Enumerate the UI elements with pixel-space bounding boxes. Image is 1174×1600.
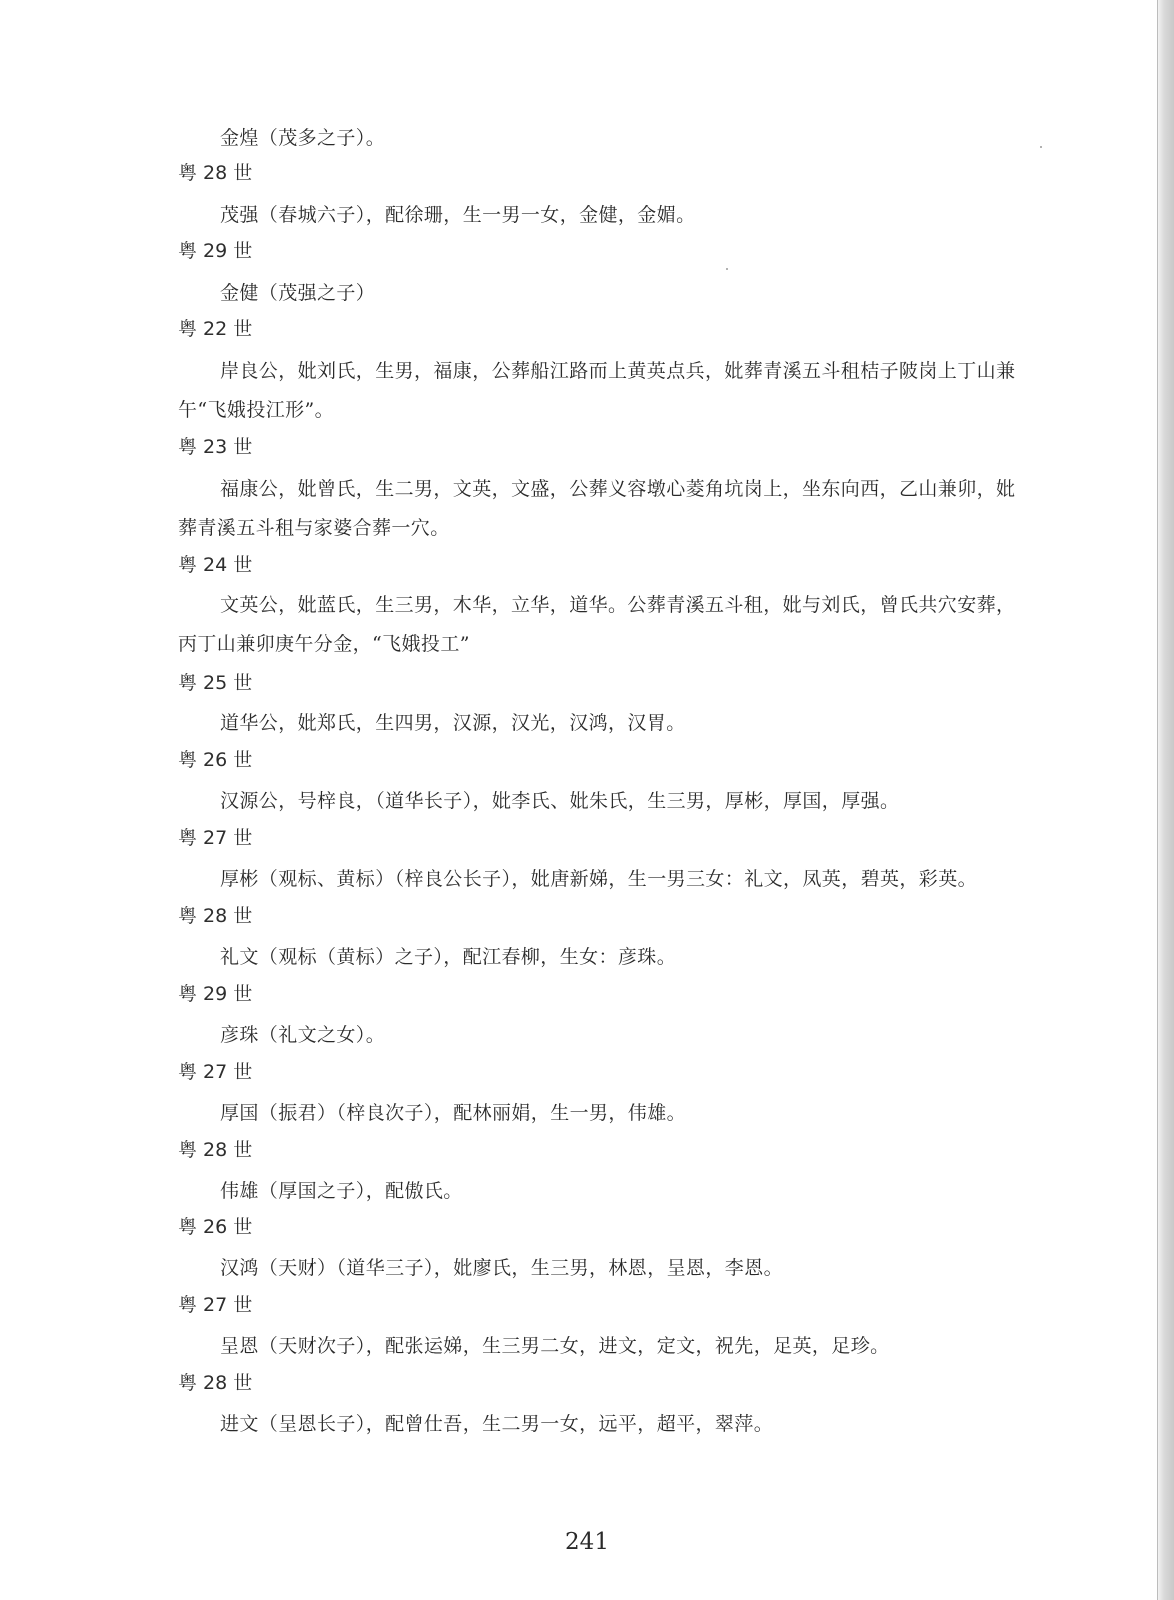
entry-paragraph: 厚彬（观标、黄标）（梓良公长子），妣唐新娣，生一男三女：礼文，凤英，碧英，彩英。 (220, 868, 978, 890)
speck (1040, 146, 1042, 148)
entry-paragraph: 汉鸿（天财）（道华三子），妣廖氏，生三男，林恩，呈恩，李恩。 (220, 1257, 784, 1279)
entry-paragraph: 伟雄（厚国之子），配傲氏。 (220, 1180, 463, 1202)
generation-label: 粤 28 世 (178, 905, 253, 927)
generation-label: 粤 25 世 (178, 672, 253, 694)
entry-paragraph: 茂强（春城六子），配徐珊，生一男一女，金健，金媚。 (220, 204, 696, 226)
generation-label: 粤 28 世 (178, 1139, 253, 1161)
generation-label: 粤 22 世 (178, 318, 253, 340)
generation-label: 粤 26 世 (178, 1216, 253, 1238)
generation-label: 粤 24 世 (178, 554, 253, 576)
entry-paragraph: 礼文（观标（黄标）之子），配江春柳，生女：彦珠。 (220, 946, 677, 968)
generation-label: 粤 28 世 (178, 162, 253, 184)
entry-paragraph: 金健（茂强之子） (220, 282, 376, 304)
generation-label: 粤 27 世 (178, 1294, 253, 1316)
entry-paragraph: 彦珠（礼文之女）。 (220, 1024, 386, 1046)
entry-paragraph: 厚国（振君）（梓良次子），配林丽娟，生一男，伟雄。 (220, 1102, 687, 1124)
scan-edge (1158, 0, 1174, 1600)
entry-paragraph: 金煌（茂多之子）。 (220, 127, 386, 149)
entry-paragraph: 进文（呈恩长子），配曾仕吾，生二男一女，远平，超平，翠萍。 (220, 1413, 774, 1435)
entry-paragraph: 岸良公，妣刘氏，生男，福康，公葬船江路而上黄英点兵，妣葬青溪五斗租桔子陂岗上丁山兼午“飞娥投江形”。 (178, 360, 1016, 421)
generation-label: 粤 29 世 (178, 983, 253, 1005)
entry-paragraph: 文英公，妣蓝氏，生三男，木华，立华，道华。公葬青溪五斗租，妣与刘氏，曾氏共穴安葬，丙丁山兼卯庚午分金，“飞娥投工” (178, 594, 1016, 655)
entry-paragraph: 道华公，妣郑氏，生四男，汉源，汉光，汉鸿，汉胃。 (220, 712, 686, 734)
generation-label: 粤 26 世 (178, 749, 253, 771)
generation-label: 粤 28 世 (178, 1372, 253, 1394)
entry-paragraph: 呈恩（天财次子），配张运娣，生三男二女，进文，定文，祝先，足英，足珍。 (220, 1335, 890, 1357)
generation-label: 粤 27 世 (178, 1061, 253, 1083)
generation-label: 粤 29 世 (178, 240, 253, 262)
page-number: 241 (565, 1529, 609, 1555)
speck (726, 268, 728, 270)
generation-label: 粤 27 世 (178, 827, 253, 849)
generation-label: 粤 23 世 (178, 436, 253, 458)
scan-line (1157, 0, 1158, 1600)
entry-paragraph: 福康公，妣曾氏，生二男，文英，文盛，公葬义容墩心菱角坑岗上，坐东向西，乙山兼卯，妣葬青溪五斗租与家婆合葬一穴。 (178, 478, 1016, 539)
entry-paragraph: 汉源公，号梓良，（道华长子），妣李氏、妣朱氏，生三男，厚彬，厚国，厚强。 (220, 790, 900, 812)
